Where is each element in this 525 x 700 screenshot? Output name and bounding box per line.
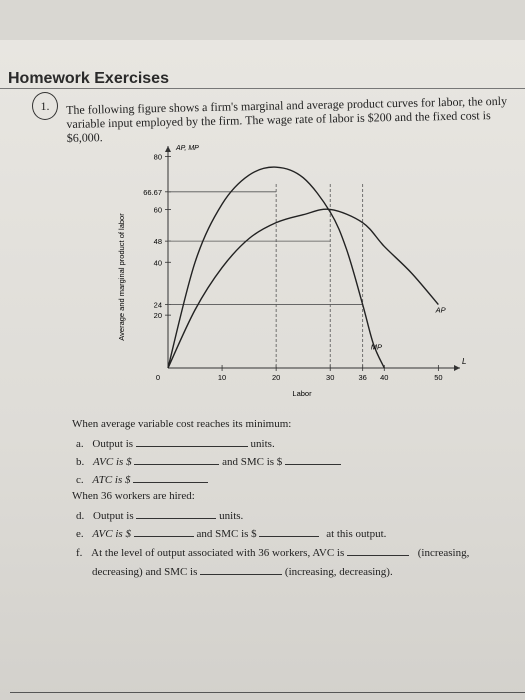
question-b-text: AVC is $: [93, 456, 132, 468]
question-d-tail: units.: [219, 510, 244, 522]
question-d: [76, 508, 243, 522]
y-tick-label: 20: [153, 311, 162, 321]
question-b: [76, 454, 341, 468]
curve-ap: [168, 209, 438, 368]
x-tick-label: 30: [326, 373, 335, 382]
y-axis-arrow: [165, 146, 171, 152]
question-a-tail: units.: [250, 438, 275, 450]
question-f-text: At the level of output associated with 36 workers, AVC is: [91, 547, 345, 559]
question-heading-1: When average variable cost reaches its minimum:: [72, 418, 292, 430]
x-tick-label: 0: [155, 373, 161, 382]
question-e: [76, 526, 386, 540]
question-b-mid: and SMC is $: [222, 456, 283, 468]
x-tick-label: 50: [434, 373, 443, 382]
section-title: Homework Exercises: [8, 70, 169, 87]
x-tick-label: 40: [380, 373, 389, 382]
problem-number: 1.: [32, 92, 58, 120]
x-tick-label: 10: [217, 373, 227, 382]
y-tick-label: 40: [153, 258, 162, 268]
y-axis-title: AP, MP: [176, 145, 199, 152]
x-axis-label: Labor: [292, 389, 312, 398]
mp-curve-label: MP: [370, 342, 383, 352]
answer-e-smc-blank[interactable]: [259, 526, 319, 537]
answer-a-blank[interactable]: [136, 436, 248, 447]
question-e-tail: at this output.: [326, 528, 387, 540]
y-tick-label: 24: [153, 300, 162, 310]
question-a-text: Output is: [92, 438, 134, 450]
question-f: [76, 545, 469, 559]
question-f-line2: [92, 564, 393, 578]
y-tick-label: 60: [153, 205, 162, 215]
question-a-letter: a.: [76, 438, 84, 450]
ap-curve-label: AP: [435, 305, 446, 315]
question-f-letter: f.: [76, 547, 83, 559]
question-c-text: ATC is $: [92, 474, 131, 486]
answer-b-avc-blank[interactable]: [134, 454, 219, 465]
y-tick-label: 66.67: [143, 187, 162, 197]
answer-d-blank[interactable]: [136, 508, 216, 519]
question-b-letter: b.: [76, 456, 85, 468]
answer-f-smc-blank[interactable]: [200, 564, 282, 575]
answer-e-avc-blank[interactable]: [134, 526, 194, 537]
question-f2-tail: (increasing, decreasing).: [284, 566, 393, 578]
question-a: [76, 436, 275, 450]
question-d-letter: d.: [76, 510, 85, 522]
question-c-letter: c.: [76, 474, 84, 486]
question-d-text: Output is: [93, 510, 134, 522]
curve-mp: [168, 167, 384, 368]
x-axis-title: L: [462, 357, 467, 366]
answer-b-smc-blank[interactable]: [285, 454, 341, 465]
question-e-mid: and SMC is $: [196, 528, 257, 540]
question-heading-2: When 36 workers are hired:: [72, 490, 195, 502]
x-tick-label: 20: [271, 373, 281, 382]
question-c: [76, 472, 208, 486]
y-tick-label: 48: [153, 237, 162, 247]
question-f2-text: decreasing) and SMC is: [92, 566, 198, 578]
x-axis-arrow: [454, 365, 460, 371]
y-tick-label: 80: [153, 152, 162, 162]
bottom-divider: [10, 692, 525, 693]
y-axis-label: Average and marginal product of labor: [117, 213, 126, 341]
answer-f-avc-blank[interactable]: [347, 545, 409, 556]
answer-c-blank[interactable]: [133, 472, 208, 483]
question-e-text: AVC is $: [92, 528, 131, 540]
question-f-tail: (increasing,: [417, 547, 470, 559]
x-tick-label: 36: [358, 373, 367, 382]
question-e-letter: e.: [76, 528, 84, 540]
problem-intro: The following figure shows a firm's marginal and average product curves for labor, the only variable input employed by the firm. The wage rate of labor is $200 and the fixed cost is $6,000.: [66, 93, 508, 145]
